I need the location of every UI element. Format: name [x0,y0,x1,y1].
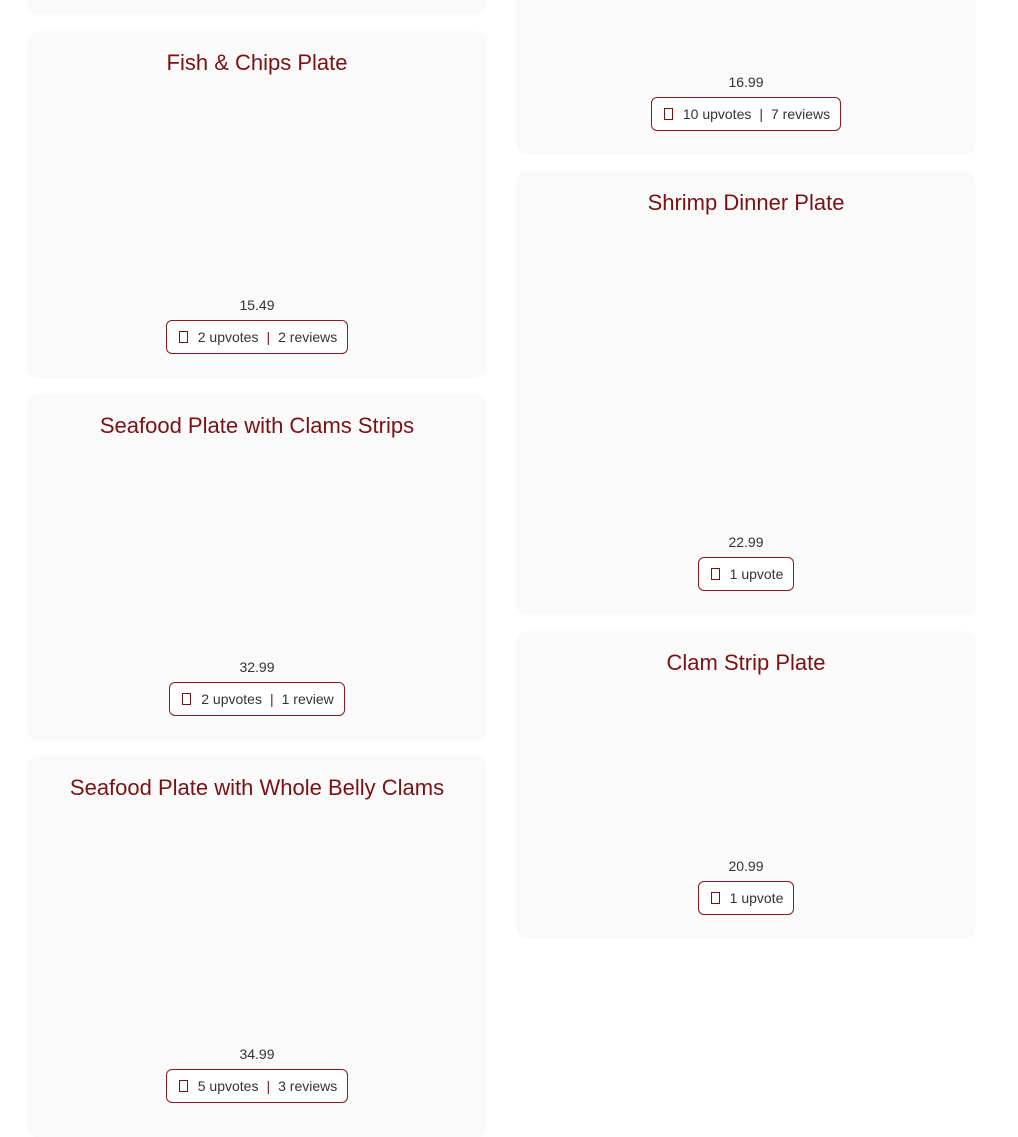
upvote-icon[interactable] [179,331,188,343]
upvotes-count: 1 upvote [729,566,784,582]
menu-item-title[interactable]: Fish & Chips Plate [166,50,348,75]
upvote-icon[interactable] [711,892,720,904]
menu-item-price: 22.99 [728,534,764,550]
upvote-review-badge[interactable] [166,1069,349,1103]
menu-item-card[interactable] [517,632,975,938]
upvote-icon[interactable] [179,1080,188,1092]
upvotes-count: 10 upvotes [682,106,752,122]
upvote-review-badge[interactable] [169,682,345,716]
upvote-icon[interactable] [664,108,673,120]
reviews-count[interactable]: 7 reviews [771,106,831,122]
upvotes-count: 2 upvotes [201,691,262,707]
menu-item-price: 34.99 [239,1046,275,1062]
upvote-badge[interactable] [698,557,795,591]
upvote-badge[interactable] [698,881,795,915]
separator: | [266,1078,271,1094]
upvote-icon[interactable] [711,568,720,580]
reviews-count[interactable]: 2 reviews [278,329,338,345]
reviews-count[interactable]: 1 review [281,691,334,707]
menu-item-price: 16.99 [728,74,764,90]
reviews-count[interactable]: 3 reviews [278,1078,338,1094]
menu-item-card[interactable] [517,0,975,154]
menu-item-price: 20.99 [728,858,764,874]
separator: | [759,106,763,122]
upvote-icon[interactable] [182,693,191,705]
upvotes-count: 1 upvote [729,890,784,906]
separator: | [266,329,271,345]
menu-item-price: 32.99 [239,659,275,675]
menu-item-card[interactable] [28,757,486,1137]
menu-item-card-partial-left[interactable] [28,0,486,14]
menu-item-card[interactable] [28,32,486,378]
separator: | [269,691,274,707]
menu-item-title[interactable]: Shrimp Dinner Plate [647,190,845,215]
menu-item-card[interactable] [28,395,486,740]
menu-item-price: 15.49 [239,297,275,313]
upvote-review-badge[interactable] [651,97,841,131]
upvotes-count: 5 upvotes [197,1078,259,1094]
menu-item-card[interactable] [517,172,975,614]
menu-item-title[interactable]: Seafood Plate with Clams Strips [99,413,415,438]
upvotes-count: 2 upvotes [197,329,259,345]
menu-item-title[interactable]: Clam Strip Plate [666,650,826,675]
menu-item-title[interactable]: Seafood Plate with Whole Belly Clams [69,775,445,800]
upvote-review-badge[interactable] [166,320,349,354]
